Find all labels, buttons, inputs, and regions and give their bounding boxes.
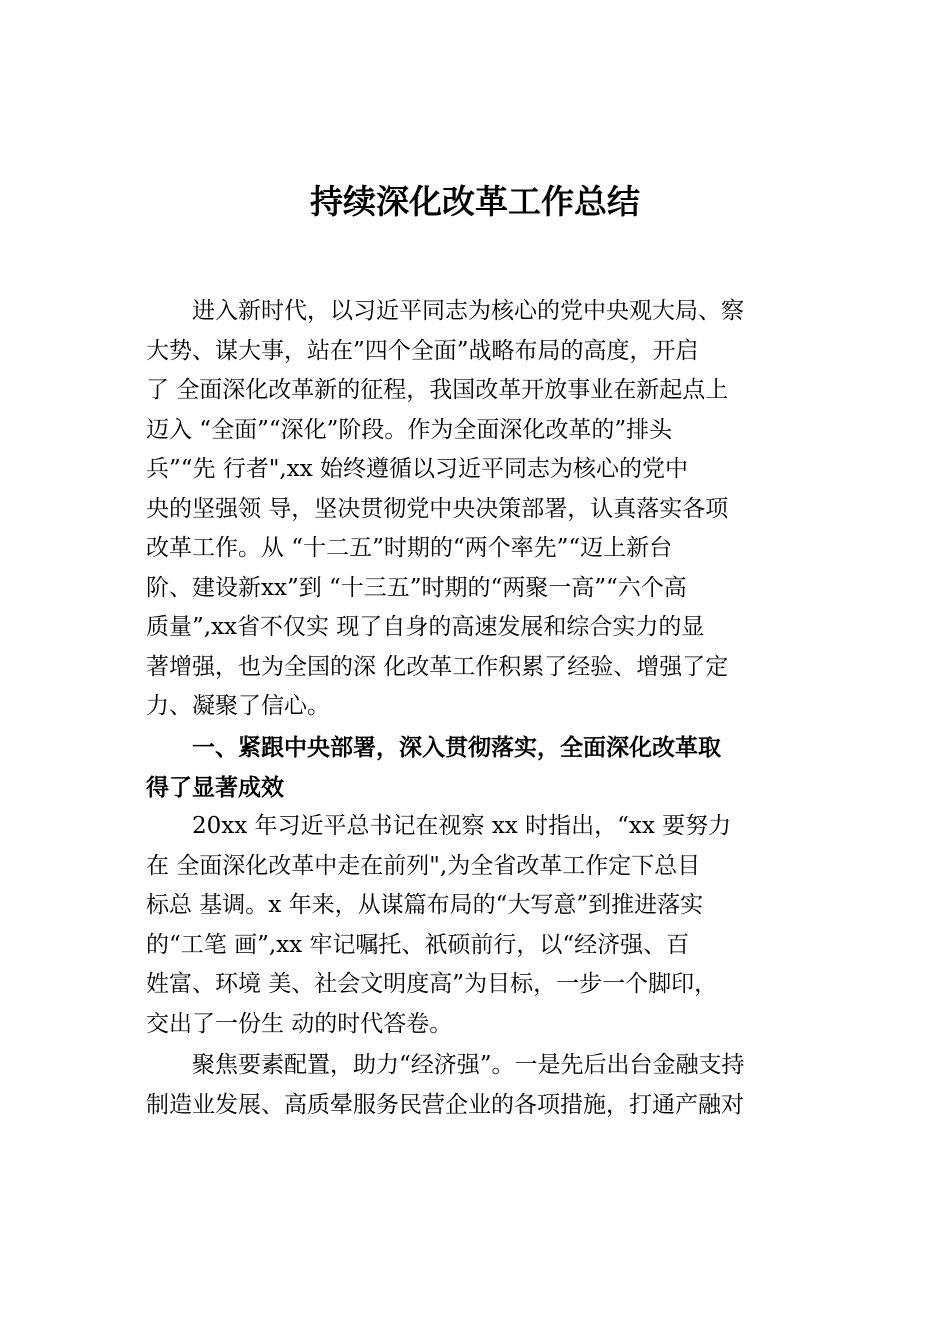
text-line: 迈入 “全面”“深化”阶段。作为全面深化改革的”排头 [146,416,673,443]
text-line: 标总 基调。x 年来，从谋篇布局的“大写意”到推进落实 [146,892,704,918]
text-line: 聚焦要素配置，助力“经济强”。一是先后出台金融支持 [192,1052,745,1078]
text-line: 大势、谋大事，站在”四个全面”战略布局的高度，开启 [146,337,699,364]
text-line: 的“工笔 画”,xx 牢记嘱托、祇硕前行，以“经济强、百 [146,931,690,958]
economy-paragraph [146,1046,802,1125]
text-line: 制造业发展、高质晕服务民营企业的各项措施，打通产融对 [146,1091,744,1118]
section-paragraph [146,807,802,1044]
text-line: 在 全面深化改革中走在前列",为全省改革工作定下总目 [146,852,701,879]
text-line: 姓富、环境 美、社会文明度高”为目标，一步一个脚印， [146,971,718,997]
text-line: 央的坚强领 导，坚决贯彻党中央决策部署，认真落实各项 [146,495,729,522]
text-line: 进入新时代，以习近平同志为核心的党中央观大局、察 [192,298,744,324]
text-line: 阶、建设新xx”到 “十三五”时期的“两聚一高”“六个高 [146,574,687,601]
text-line: 交出了一份生 动的时代答卷。 [146,1010,453,1037]
text-line: 兵”“先 行者",xx 始终遵循以习近平同志为核心的党中 [146,456,688,482]
document-title: 持续深化改革工作总结 [310,182,640,221]
text-line: 20xx 年习近平总书记在视察 xx 时指出，“xx 要努力 [192,813,732,839]
text-line: 力、凝聚了信心。 [146,693,330,719]
heading-line: 得了显著成效 [146,774,284,801]
section-heading [146,729,802,808]
intro-paragraph [146,292,802,727]
text-line: 质量”,xx省不仅实 现了自身的高速发展和综合实力的显 [146,614,705,640]
text-line: 改革工作。从 “十二五”时期的“两个率先”“迈上新台 [146,535,673,561]
heading-line: 一、紧跟中央部署，深入贯彻落实，全面深化改革取 [192,735,721,761]
text-line: 著增强，也为全国的深 化改革工作积累了经验、增强了定 [146,653,729,680]
text-line: 了 全面深化改革新的征程，我国改革开放事业在新起点上 [146,377,729,403]
